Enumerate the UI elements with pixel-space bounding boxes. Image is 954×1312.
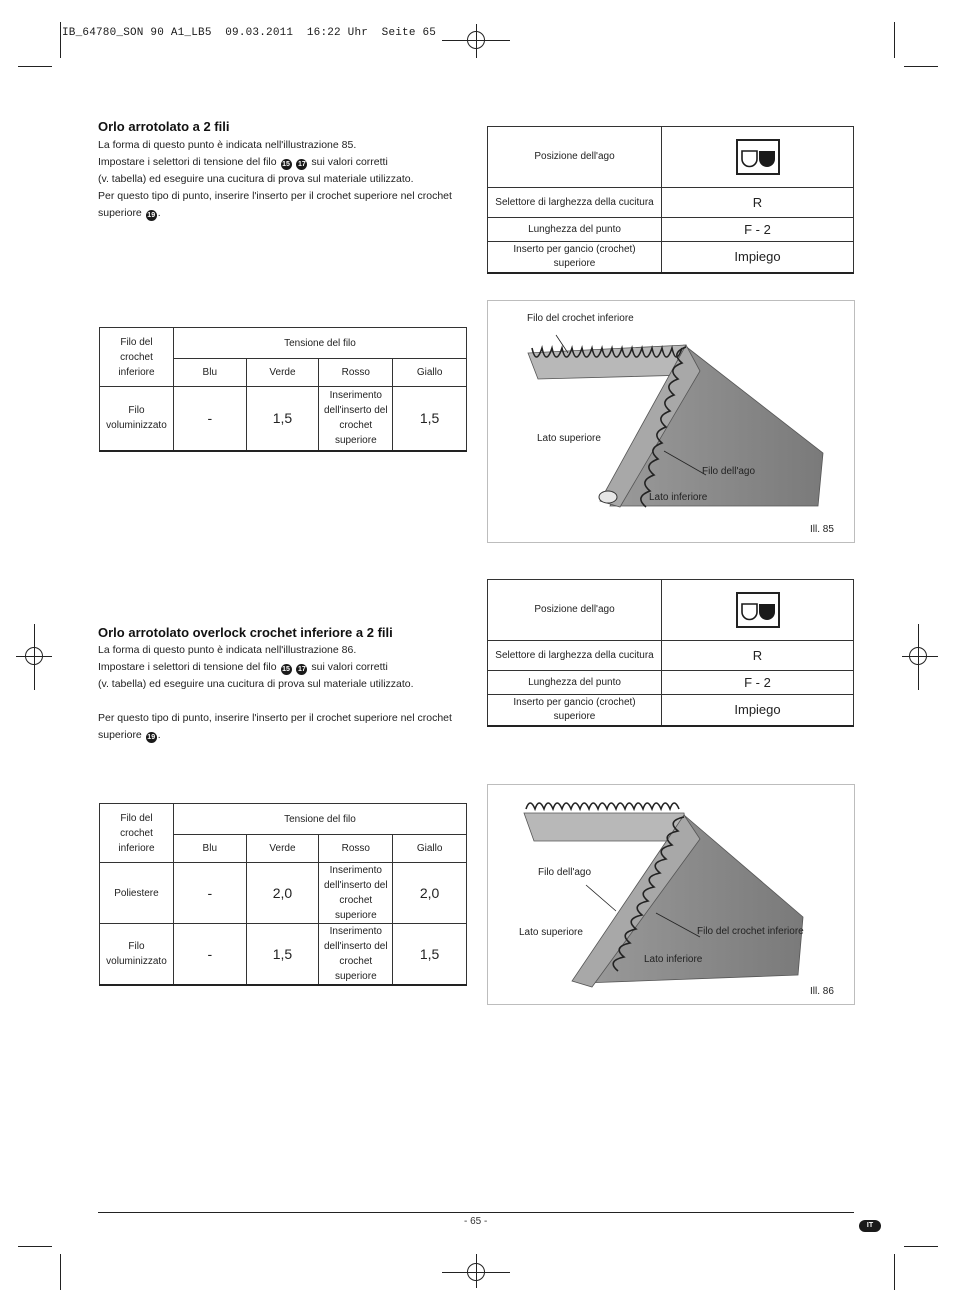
figure-caption: Ill. 86	[810, 986, 834, 997]
label-needle-thread: Filo dell'ago	[538, 867, 592, 878]
tension-col-red: Rosso	[319, 359, 393, 387]
tension-yellow-cell: 2,0	[393, 863, 467, 924]
stitch-width-value: R	[662, 641, 854, 671]
tension-yellow-cell: 1,5	[393, 924, 467, 986]
text-line: (v. tabella) ed eseguire una cucitura di prova sul materiale utilizzato.	[98, 173, 414, 185]
settings-table	[487, 126, 854, 274]
stitch-length-label: Lunghezza del punto	[488, 671, 662, 695]
printer-slug: IB_64780_SON 90 A1_LB5 09.03.2011 16:22 Uhr Seite 65	[62, 27, 437, 39]
text-line: Per questo tipo di punto, inserire l'inserto per il crochet superiore nel crochet	[98, 190, 452, 202]
tension-col-green: Verde	[246, 835, 319, 863]
text-line: (v. tabella) ed eseguire una cucitura di prova sul materiale utilizzato.	[98, 678, 414, 690]
label-upper-side: Lato superiore	[519, 927, 583, 938]
tension-green-cell: 1,5	[246, 924, 319, 986]
tension-red-cell: Inserimento dell'inserto del crochet superiore	[319, 387, 393, 451]
figure-caption: Ill. 85	[810, 524, 834, 535]
lower-looper-thread-header: Filo del crochet inferiore	[100, 328, 174, 387]
label-lower-looper-thread: Filo del crochet inferiore	[527, 313, 634, 324]
thread-tension-table	[99, 327, 467, 452]
tension-red-cell: Inserimento dell'inserto del crochet superiore	[319, 924, 393, 986]
circled-number-icon: 15	[282, 666, 290, 673]
stitch-width-value: R	[662, 188, 854, 218]
thread-type-cell: Poliestere	[100, 863, 174, 924]
overlock-rolled-hem-drawing	[488, 785, 854, 1004]
circled-number-icon: 17	[298, 666, 306, 673]
section-description	[98, 642, 452, 744]
stitch-length-value: F - 2	[662, 218, 854, 242]
circled-number-icon: 17	[298, 161, 306, 168]
thread-tension-header: Tensione del filo	[173, 804, 466, 835]
upper-looper-insert-label: Inserto per gancio (crochet) superiore	[488, 695, 662, 726]
thread-type-cell: Filo voluminizzato	[100, 387, 174, 451]
tension-blue-cell: -	[173, 863, 246, 924]
section-title: Orlo arrotolato overlock crochet inferiore a 2 fili	[98, 625, 393, 640]
text-line: La forma di questo punto è indicata nell'illustrazione 86.	[98, 644, 357, 656]
needle-position-label: Posizione dell'ago	[488, 580, 662, 641]
label-lower-looper-thread: Filo del crochet inferiore	[697, 926, 804, 937]
upper-looper-insert-value: Impiego	[662, 242, 854, 273]
table-row	[100, 863, 467, 924]
tension-col-green: Verde	[246, 359, 319, 387]
table-row	[100, 387, 467, 451]
settings-table	[487, 579, 854, 727]
stitch-width-label: Selettore di larghezza della cucitura	[488, 641, 662, 671]
circled-number-icon: 19	[147, 734, 156, 741]
stitch-length-label: Lunghezza del punto	[488, 218, 662, 242]
table-row	[100, 924, 467, 986]
thread-type-cell: Filo voluminizzato	[100, 924, 174, 986]
text-line: superiore 19 .	[98, 729, 161, 741]
label-lower-side: Lato inferiore	[649, 492, 708, 503]
text-line: Per questo tipo di punto, inserire l'inserto per il crochet superiore nel crochet	[98, 712, 452, 724]
tension-col-blue: Blu	[173, 835, 246, 863]
label-needle-thread: Filo dell'ago	[702, 466, 756, 477]
upper-looper-insert-value: Impiego	[662, 695, 854, 726]
needle-position-value	[662, 580, 854, 641]
tension-col-yellow: Giallo	[393, 359, 467, 387]
tension-col-yellow: Giallo	[393, 835, 467, 863]
stitch-length-value: F - 2	[662, 671, 854, 695]
needle-position-icon	[736, 592, 780, 628]
circled-number-icon: 15	[282, 161, 290, 168]
needle-position-label: Posizione dell'ago	[488, 127, 662, 188]
needle-position-value	[662, 127, 854, 188]
tension-blue-cell: -	[173, 387, 246, 451]
tension-blue-cell: -	[173, 924, 246, 986]
lower-looper-thread-header: Filo del crochet inferiore	[100, 804, 174, 863]
tension-green-cell: 1,5	[246, 387, 319, 451]
language-badge: IT	[859, 1220, 881, 1232]
tension-col-red: Rosso	[319, 835, 393, 863]
upper-looper-insert-label: Inserto per gancio (crochet) superiore	[488, 242, 662, 273]
thread-tension-header: Tensione del filo	[173, 328, 466, 359]
stitch-width-label: Selettore di larghezza della cucitura	[488, 188, 662, 218]
needle-position-icon	[736, 139, 780, 175]
tension-green-cell: 2,0	[246, 863, 319, 924]
illustration-86	[487, 784, 855, 1005]
section-title: Orlo arrotolato a 2 fili	[98, 119, 230, 134]
text-line: superiore 19 .	[98, 207, 161, 219]
illustration-85	[487, 300, 855, 543]
rolled-hem-drawing	[488, 301, 854, 542]
text-line: La forma di questo punto è indicata nell'illustrazione 85.	[98, 139, 357, 151]
circled-number-icon: 19	[147, 212, 156, 219]
tension-col-blue: Blu	[173, 359, 246, 387]
page-number: - 65 -	[464, 1216, 488, 1227]
label-lower-side: Lato inferiore	[644, 954, 703, 965]
label-upper-side: Lato superiore	[537, 433, 601, 444]
section-description	[98, 137, 452, 222]
tension-red-cell: Inserimento dell'inserto del crochet superiore	[319, 863, 393, 924]
text-line: Impostare i selettori di tensione del filo 15 17 sui valori corretti	[98, 156, 388, 168]
text-line: Impostare i selettori di tensione del filo 15 17 sui valori corretti	[98, 661, 388, 673]
tension-yellow-cell: 1,5	[393, 387, 467, 451]
thread-tension-table	[99, 803, 467, 986]
footer-rule	[98, 1212, 854, 1213]
